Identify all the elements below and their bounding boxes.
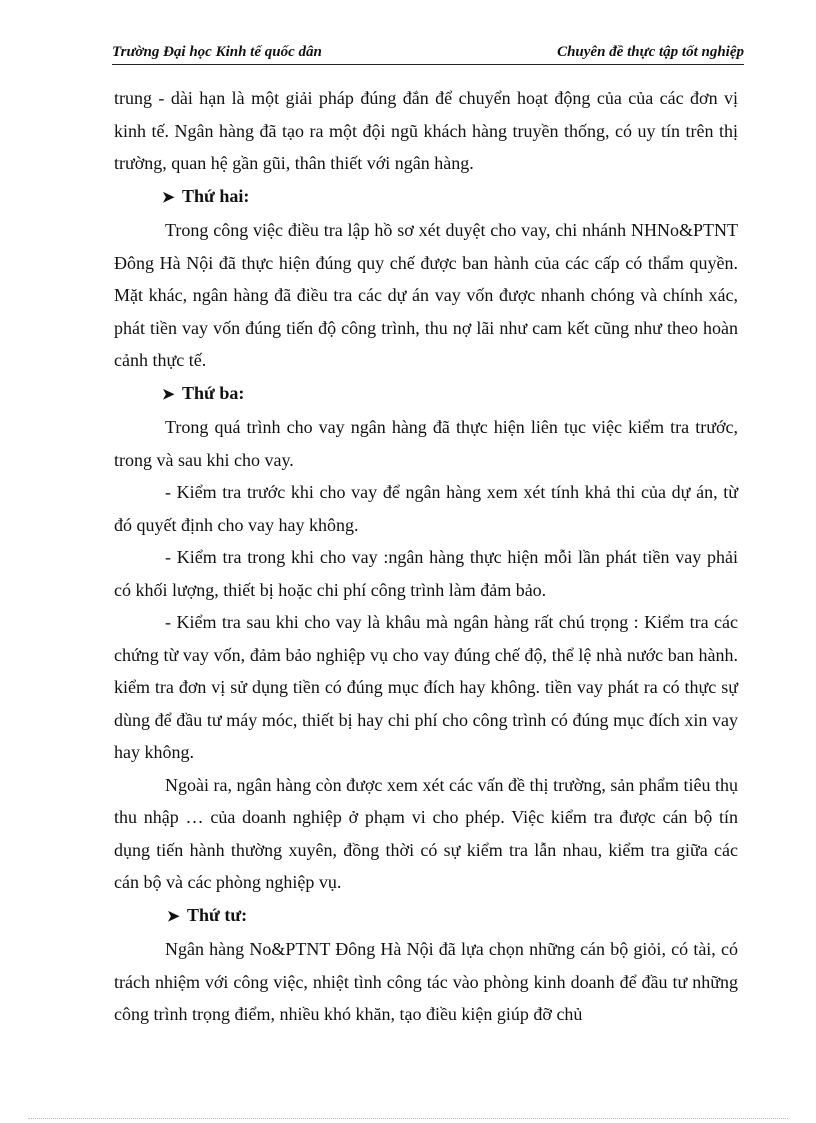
paragraph: Ngoài ra, ngân hàng còn được xem xét các vấn đề thị trường, sản phẩm tiêu thụ thu nhập … của doanh nghiệp ở phạm vi cho phép. Việc kiểm tra được cán bộ tín dụng tiến hành thường xuyên, đồng thời có sự kiểm tra lẫn nhau, kiểm tra giữa các cán bộ và các phòng nghiệp vụ. [114, 774, 738, 892]
paragraph: Trong quá trình cho vay ngân hàng đã thực hiện liên tục việc kiểm tra trước, trong và sau khi cho vay. [114, 417, 738, 470]
header-divider [112, 64, 744, 65]
arrowhead-right-icon: ➤ [167, 908, 180, 925]
paragraph: trung - dài hạn là một giải pháp đúng đắn để chuyển hoạt động của của các đơn vị kinh tế. Ngân hàng đã tạo ra một đội ngũ khách hàng truyền thống, có uy tín trên thị trường, quan hệ gần gũi, thân thiết với ngân hàng. [114, 88, 738, 173]
list-item: - Kiểm tra trước khi cho vay để ngân hàng xem xét tính khả thi của dự án, từ đó quyết định cho vay hay không. [114, 482, 738, 535]
section-heading-second [114, 180, 738, 215]
header-document-title: Chuyên đề thực tập tốt nghiệp [557, 44, 744, 60]
section-heading-fourth [114, 899, 738, 934]
list-item: - Kiểm tra sau khi cho vay là khâu mà ngân hàng rất chú trọng : Kiểm tra các chứng từ vay vốn, đảm bảo nghiệp vụ cho vay đúng chế độ, thể lệ nhà nước ban hành. kiểm tra đơn vị sử dụng tiền có đúng mục đích hay không. tiền vay phát ra có thực sự dùng để đầu tư máy móc, thiết bị hay chi phí cho công trình có đúng mục đích xin vay hay không. [114, 612, 738, 762]
page-header [112, 44, 744, 66]
paragraph: Trong công việc điều tra lập hồ sơ xét duyệt cho vay, chi nhánh NHNo&PTNT Đông Hà Nội đã thực hiện đúng quy chế được ban hành của các cấp có thẩm quyền. Mặt khác, ngân hàng đã điều tra các dự án vay vốn được nhanh chóng và chính xác, phát tiền vay vốn đúng tiến độ công trình, thu nợ lãi như cam kết cũng như theo hoàn cảnh thực tế. [114, 220, 738, 370]
section-heading-third [114, 377, 738, 412]
list-item: - Kiểm tra trong khi cho vay :ngân hàng thực hiện mỗi lần phát tiền vay phải có khối lượng, thiết bị hoặc chi phí công trình làm đảm bảo. [114, 547, 738, 600]
arrowhead-right-icon: ➤ [162, 386, 175, 403]
page-bottom-divider [28, 1118, 788, 1119]
paragraph: Ngân hàng No&PTNT Đông Hà Nội đã lựa chọn những cán bộ giỏi, có tài, có trách nhiệm với công việc, nhiệt tình công tác vào phòng kinh doanh để đầu tư những công trình trọng điểm, nhiều khó khăn, tạo điều kiện giúp đỡ chủ [114, 939, 738, 1024]
section-heading-label: Thứ tư: [187, 904, 248, 925]
section-heading-label: Thứ ba: [182, 382, 245, 403]
document-body [114, 82, 738, 1031]
header-school-name: Trường Đại học Kinh tế quốc dân [112, 44, 322, 60]
arrowhead-right-icon: ➤ [162, 189, 175, 206]
section-heading-label: Thứ hai: [182, 185, 250, 206]
